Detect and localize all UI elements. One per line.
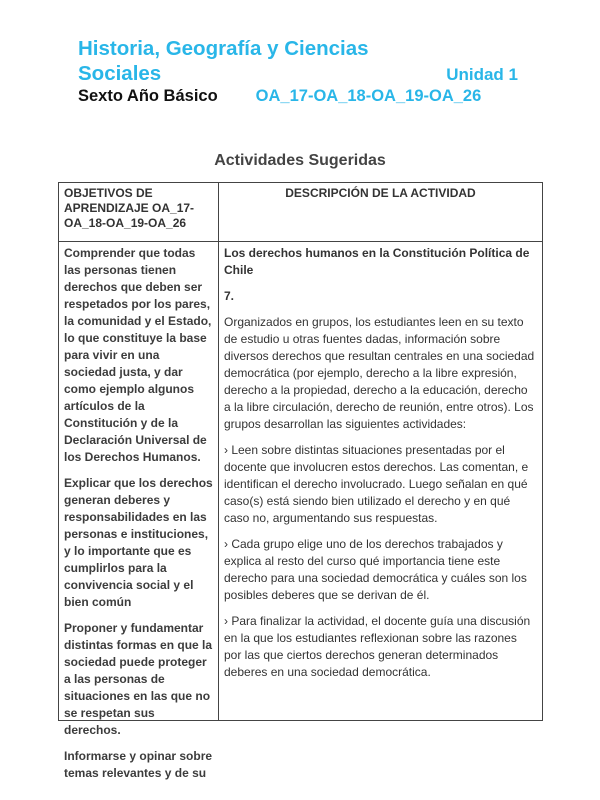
activity-paragraph: › Leen sobre distintas situaciones presentadas por el docente que involucren estos derechos. Las comentan, e identifican el derecho involucrado. Luego señalan en qué caso(s) está siendo bien utilizado el derecho y en qué caso no, argumentando sus respuestas. [224, 443, 529, 525]
grade-codes-row [78, 87, 528, 106]
grade-label: Sexto Año Básico [78, 87, 218, 105]
activity-title: Los derechos humanos en la Constitución Política de Chile [224, 246, 530, 277]
activities-table [58, 182, 543, 780]
objective-item: Proponer y fundamentar distintas formas en que la sociedad puede proteger a las personas de situaciones en las que no se respetan sus derechos. [64, 621, 213, 737]
table-row [59, 242, 543, 721]
activity-number: 7. [224, 289, 235, 303]
activity-paragraph: › Cada grupo elige uno de los derechos trabajados y explica al resto del curso qué importancia tiene este derecho para una sociedad democrática y cuáles son los posibles deberes que se derivan de él. [224, 537, 527, 602]
activity-paragraph: Organizados en grupos, los estudiantes leen en su texto de estudio u otras fuentes dadas, información sobre diversos derechos que resultan centrales en una sociedad democrática (por ejemplo, derecho a la libre expresión, derecho a la propiedad, derecho a la educación, derecho a la libre circulación, derecho de reunión, entre otros). Los grupos desarrollan las siguientes actividades: [224, 315, 535, 431]
objective-codes: OA_17-OA_18-OA_19-OA_26 [255, 87, 482, 105]
activity-paragraph: › Para finalizar la actividad, el docente guía una discusión en la que los estudiantes reflexionan sobre las razones por las que ciertos derechos generan determinados deberes en una sociedad democrática. [224, 614, 531, 679]
objective-item: Informarse y opinar sobre temas relevantes y de su [64, 749, 213, 780]
table-header-row [59, 183, 543, 242]
subject-title-line1: Historia, Geografía y Ciencias [78, 37, 369, 60]
description-cell [219, 242, 543, 721]
objectives-cell [59, 242, 219, 780]
subject-title-line2: Sociales [78, 62, 162, 85]
section-title: Actividades Sugeridas [214, 152, 386, 169]
page-header [78, 36, 528, 106]
description-header: DESCRIPCIÓN DE LA ACTIVIDAD [219, 183, 543, 242]
title-unit-row [78, 61, 528, 86]
objective-item: Explicar que los derechos generan deberes y responsabilidades en las personas e instituciones, y lo importante que es cumplirlos para la convivencia social y el bien común [64, 476, 213, 609]
objective-item: Comprender que todas las personas tienen derechos que deben ser respetados por los pares, la comunidad y el Estado, lo que constituye la base para vivir en una sociedad justa, y dar como ejemplo algunos artículos de la Constitución y de la Declaración Universal de los Derechos Humanos. [64, 246, 212, 464]
unit-label: Unidad 1 [446, 65, 518, 84]
objectives-header: OBJETIVOS DE APRENDIZAJE OA_17-OA_18-OA_19-OA_26 [59, 183, 219, 242]
